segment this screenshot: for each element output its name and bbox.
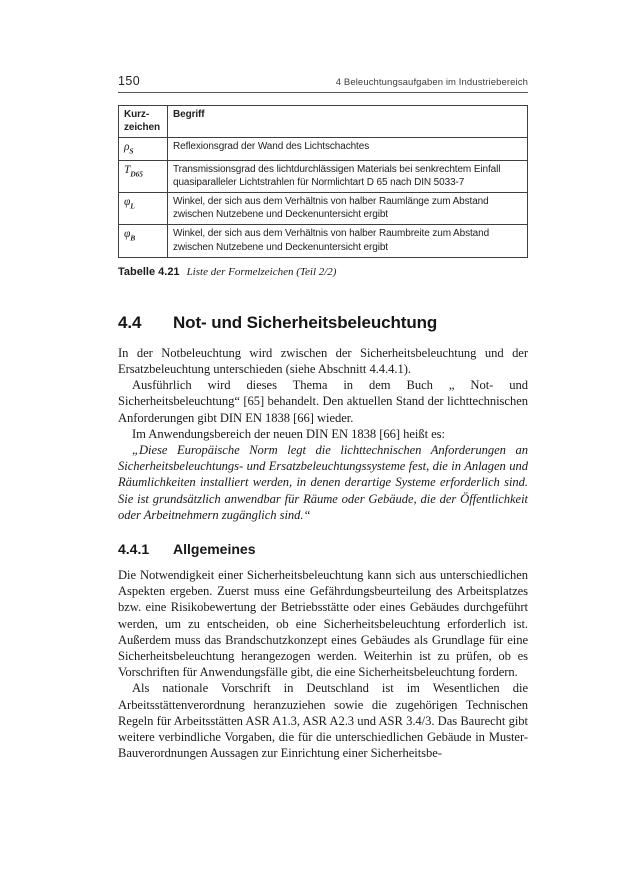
symbol-sub: S bbox=[129, 146, 134, 156]
running-chapter-title: 4 Beleuchtungsaufgaben im Industriebereich bbox=[335, 77, 528, 88]
table-caption-text: Liste der Formelzeichen (Teil 2/2) bbox=[186, 265, 337, 278]
table-row bbox=[119, 160, 528, 192]
subsection-heading bbox=[118, 541, 528, 557]
section-title: Not- und Sicherheitsbeleuchtung bbox=[173, 312, 438, 332]
subsection-title: Allgemeines bbox=[173, 540, 256, 557]
table-caption-label: Tabelle 4.21 bbox=[118, 265, 180, 278]
symbol-base: T bbox=[124, 163, 131, 176]
section-heading bbox=[118, 313, 528, 333]
symbol-cell bbox=[119, 192, 168, 224]
symbol-sub: D65 bbox=[130, 168, 143, 178]
page-number: 150 bbox=[118, 74, 141, 88]
symbol-sub: B bbox=[130, 233, 136, 243]
subsection-number: 4.4.1 bbox=[118, 540, 150, 557]
subsection-body bbox=[118, 567, 528, 761]
term-cell: Transmissionsgrad des lichtdurchlässigen Materials bei senkrechtem Einfall quasiparalleler Lichtstrahlen für Normlichtart D 65 nach DIN 5033-7 bbox=[168, 160, 528, 192]
term-cell: Winkel, der sich aus dem Verhältnis von halber Raumlänge zum Abstand zwischen Nutzebene und Deckenuntersicht ergibt bbox=[168, 192, 528, 224]
paragraph: Als nationale Vorschrift in Deutschland ist im Wesentlichen die Arbeitsstättenverordnung heranzuziehen sowie die zugehörigen Technischen Regeln für Arbeitsstätten ASR A1.3, ASR A2.3 und ASR 3.4/3. Das Baurecht gibt weitere verbindliche Vorgaben, die für die unterschiedlichen Gebäude in Muster-Bauverordnungen Aussagen zur Einrichtung einer Sicherheitsbe- bbox=[118, 681, 528, 761]
symbol-sub: L bbox=[130, 201, 135, 211]
table-row bbox=[119, 225, 528, 257]
paragraph: Ausführlich wird dieses Thema in dem Buch „ Not- und Sicherheitsbeleuchtung“ [65] behandelt. Den aktuellen Stand der lichttechnischen Anforderungen gibt DIN EN 1838 [66] wieder. bbox=[118, 378, 528, 425]
section-number: 4.4 bbox=[118, 312, 142, 332]
table-header-term: Begriff bbox=[168, 106, 528, 138]
quote-paragraph: „Diese Europäische Norm legt die lichttechnischen Anforderungen an Sicherheitsbeleuchtungs- und Ersatzbeleuchtungssysteme fest, die in Anlagen und Räumlichkeiten installiert werden, in denen derartige Systeme erforderlich sind. Sie ist grundsätzlich anwendbar für Räume oder Gebäude, die der Öffentlichkeit oder Arbeitnehmern zugänglich sind.“ bbox=[118, 442, 528, 522]
symbol-cell bbox=[119, 138, 168, 160]
term-cell: Reflexionsgrad der Wand des Lichtschachtes bbox=[168, 138, 528, 160]
term-cell: Winkel, der sich aus dem Verhältnis von halber Raumbreite zum Abstand zwischen Nutzebene und Deckenuntersicht ergibt bbox=[168, 225, 528, 257]
table-caption bbox=[118, 266, 528, 278]
table-row bbox=[119, 138, 528, 160]
table-body bbox=[119, 138, 528, 257]
symbol-base: φ bbox=[124, 195, 131, 208]
symbol-base: φ bbox=[124, 228, 131, 241]
table-header-symbol: Kurz-zeichen bbox=[119, 106, 168, 138]
section-body bbox=[118, 345, 528, 523]
paragraph: Die Notwendigkeit einer Sicherheitsbeleuchtung kann sich aus unterschiedlichen Aspekten ergeben. Zuerst muss eine Gefährdungsbeurteilung des Arbeitsplatzes bzw. eine Risikobewertung der Betriebsstätte oder eines Gebäudes durchgeführt werden, um zu entscheiden, ob eine Sicherheitsbeleuchtung erforderlich ist. Außerdem muss das Brandschutzkonzept eines Gebäudes als Grundlage für eine Sicherheitsbeleuchtung herangezogen werden. Weiterhin ist zu prüfen, ob es Vorschriften für Anwendungsfälle gibt, die eine Sicherheitsbeleuchtung fordern. bbox=[118, 567, 528, 680]
running-header bbox=[118, 74, 528, 93]
formula-symbol-table bbox=[118, 105, 528, 258]
symbol-base: ρ bbox=[124, 141, 130, 154]
table-head bbox=[119, 106, 528, 138]
table-header-row bbox=[119, 106, 528, 138]
table-row bbox=[119, 192, 528, 224]
paragraph: In der Notbeleuchtung wird zwischen der Sicherheitsbeleuchtung und der Ersatzbeleuchtung unterschieden (siehe Abschnitt 4.4.4.1). bbox=[118, 345, 528, 376]
paragraph: Im Anwendungsbereich der neuen DIN EN 1838 [66] heißt es: bbox=[132, 426, 445, 441]
symbol-cell bbox=[119, 160, 168, 192]
symbol-cell bbox=[119, 225, 168, 257]
